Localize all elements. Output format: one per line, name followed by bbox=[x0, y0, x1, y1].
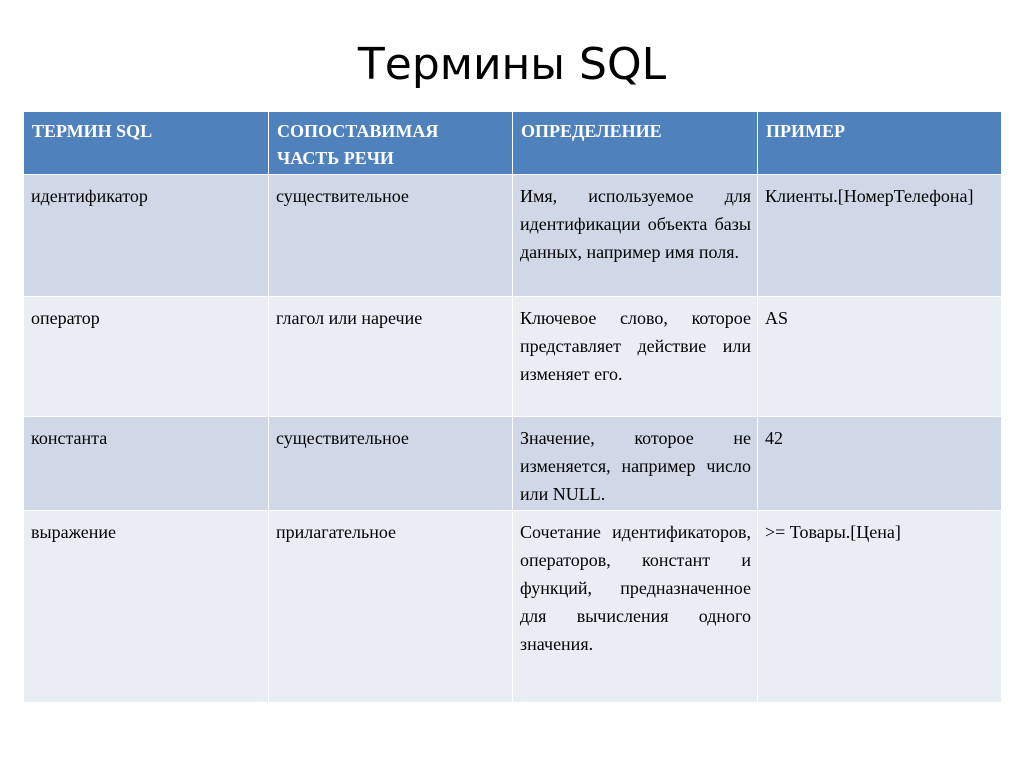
cell-term: выражение bbox=[24, 511, 269, 703]
table-row bbox=[24, 511, 1002, 703]
cell-part-of-speech: существительное bbox=[269, 175, 513, 297]
cell-part-of-speech: существительное bbox=[269, 417, 513, 511]
slide-title: Термины SQL bbox=[357, 39, 667, 90]
table-row bbox=[24, 175, 1002, 297]
cell-example: AS bbox=[758, 297, 1002, 417]
cell-example: >= Товары.[Цена] bbox=[758, 511, 1002, 703]
table-header-row bbox=[24, 112, 1002, 175]
header-definition: ОПРЕДЕЛЕНИЕ bbox=[513, 112, 758, 175]
cell-term: идентификатор bbox=[24, 175, 269, 297]
cell-part-of-speech: глагол или наречие bbox=[269, 297, 513, 417]
sql-terms-table bbox=[23, 111, 1002, 703]
cell-example: Клиенты.[НомерТелефона] bbox=[758, 175, 1002, 297]
cell-example: 42 bbox=[758, 417, 1002, 511]
header-example: ПРИМЕР bbox=[758, 112, 1002, 175]
cell-part-of-speech: прилагательное bbox=[269, 511, 513, 703]
cell-term: константа bbox=[24, 417, 269, 511]
cell-term: оператор bbox=[24, 297, 269, 417]
cell-definition: Ключевое слово, которое представляет действие или изменяет его. bbox=[513, 297, 758, 417]
cell-definition: Имя, используемое для идентификации объекта базы данных, например имя поля. bbox=[513, 175, 758, 297]
cell-definition: Сочетание идентификаторов, операторов, констант и функций, предназначенное для вычисления одного значения. bbox=[513, 511, 758, 703]
table-row bbox=[24, 297, 1002, 417]
table-row bbox=[24, 417, 1002, 511]
header-part-of-speech: СОПОСТАВИМАЯ ЧАСТЬ РЕЧИ bbox=[269, 112, 513, 175]
cell-definition: Значение, которое не изменяется, например число или NULL. bbox=[513, 417, 758, 511]
header-term: ТЕРМИН SQL bbox=[24, 112, 269, 175]
